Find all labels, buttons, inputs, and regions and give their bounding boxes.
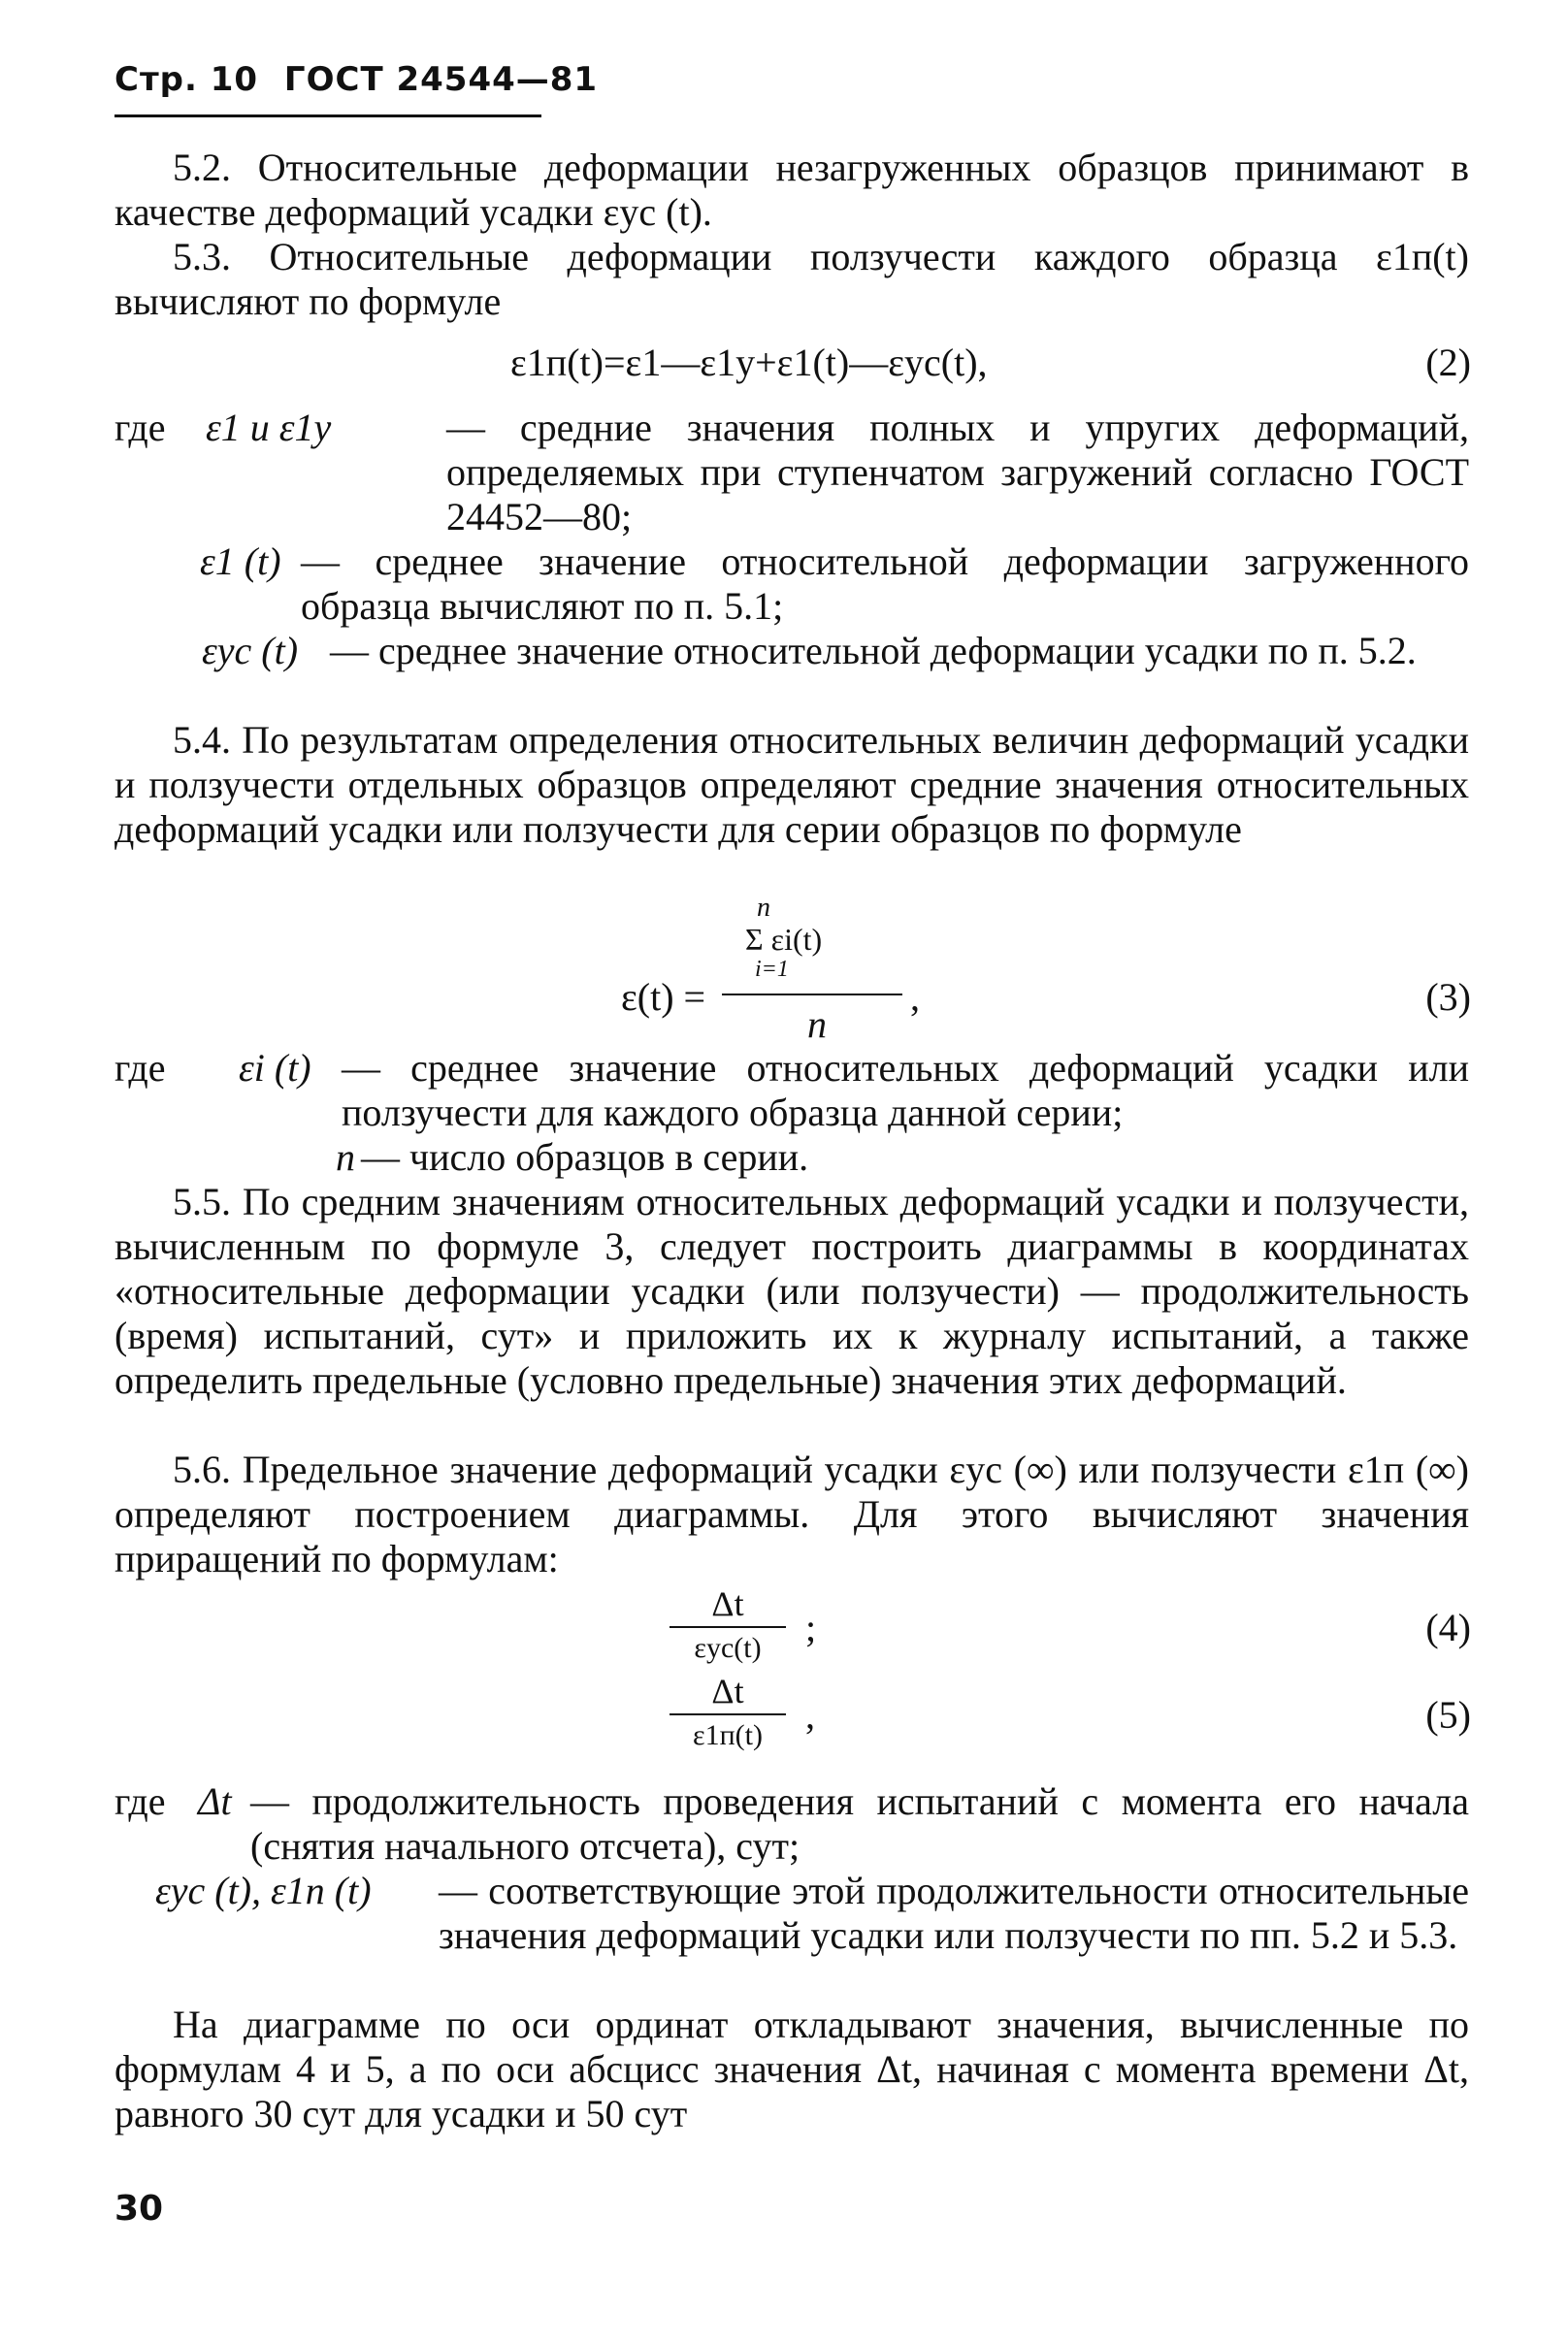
sum-expression: Σ εi(t) <box>745 922 823 957</box>
equation-number-2: (2) <box>1425 341 1471 384</box>
page-header <box>114 60 611 99</box>
term-description: — среднее значение относительной деформации загруженного образца вычисляют по п. 5.1; <box>301 539 1469 628</box>
sum-lower-limit: i=1 <box>755 957 789 982</box>
formula-2: ε1п(t)=ε1—ε1у+ε1(t)—εус(t), <box>510 341 988 384</box>
term-description: — продолжительность проведения испытаний с момента его начала (снятия начального отсчета), сут; <box>250 1779 1469 1868</box>
formula-3-lhs: ε(t) = <box>621 975 706 1019</box>
term-symbol: Δt <box>198 1779 232 1823</box>
term-description: — средние значения полных и упругих деформаций, определяемых при ступенчатом загружений согласно ГОСТ 24452—80; <box>446 406 1469 538</box>
where-label: где <box>114 1779 166 1823</box>
fraction-line <box>722 994 902 995</box>
formula-5-numerator: Δt <box>711 1672 744 1711</box>
where-label: где <box>114 406 166 449</box>
sum-upper-limit: n <box>757 893 770 923</box>
formula-5-denominator: ε1п(t) <box>693 1719 763 1751</box>
section-5-4: 5.4. По результатам определения относительных величин деформаций усадки и ползучести отдельных образцов определяют средние значения относительных деформаций усадки или ползучести для серии образцов по формуле <box>114 718 1469 851</box>
term-description: — среднее значение относительных деформаций усадки или ползучести для каждого образца данной серии; <box>342 1046 1469 1134</box>
equation-number-3: (3) <box>1425 975 1471 1019</box>
page-number: 30 <box>114 2189 164 2229</box>
term-description: — соответствующие этой продолжительности относительные значения деформаций усадки или ползучести по пп. 5.2 и 5.3. <box>439 1869 1469 1957</box>
fraction-line <box>670 1626 786 1628</box>
section-5-5: 5.5. По средним значениям относительных деформаций усадки и ползучести, вычисленным по формуле 3, следует построить диаграммы в координатах «относительные деформации усадки (или ползучести) — продолжительность (время) испытаний, сут» и приложить их к журналу испытаний, а также определить предельные (условно предельные) значения этих деформаций. <box>114 1180 1469 1402</box>
standard-id: ГОСТ 24544—81 <box>283 60 599 99</box>
formula-5-punct: , <box>805 1693 815 1737</box>
where-label: где <box>114 1046 166 1090</box>
term-symbol: εус (t) <box>202 629 299 672</box>
closing-paragraph: На диаграмме по оси ординат откладывают значения, вычисленные по формулам 4 и 5, а по оси абсцисс значения Δt, начиная с момента времени Δt, равного 30 сут для усадки и 50 сут <box>114 2003 1469 2135</box>
header-rule <box>114 114 541 117</box>
formula-4-numerator: Δt <box>711 1584 744 1623</box>
fraction-line <box>670 1713 786 1715</box>
term-description: — число образцов в серии. <box>361 1135 809 1179</box>
term-description: — среднее значение относительной деформации усадки по п. 5.2. <box>330 629 1417 672</box>
term-symbol: εус (t), ε1п (t) <box>155 1869 372 1912</box>
formula-4-denominator: εус(t) <box>694 1632 762 1664</box>
term-symbol: ε1 и ε1у <box>206 406 332 449</box>
formula-3-comma: , <box>910 975 920 1019</box>
term-symbol: εi (t) <box>239 1046 311 1090</box>
section-5-6: 5.6. Предельное значение деформаций усадки εус (∞) или ползучести ε1п (∞) определяют построением диаграммы. Для этого вычисляют значения приращений по формулам: <box>114 1448 1469 1580</box>
term-symbol: ε1 (t) <box>200 539 281 583</box>
section-5-3: 5.3. Относительные деформации ползучести каждого образца ε1п(t) вычисляют по формуле <box>114 235 1469 323</box>
equation-number-4: (4) <box>1425 1606 1471 1649</box>
formula-4-punct: ; <box>805 1606 817 1649</box>
page-label: Стр. 10 <box>114 60 259 99</box>
term-symbol: n <box>336 1135 355 1179</box>
formula-3-denominator: n <box>807 1002 827 1046</box>
equation-number-5: (5) <box>1425 1693 1471 1737</box>
section-5-2: 5.2. Относительные деформации незагруженных образцов принимают в качестве деформаций усадки εус (t). <box>114 146 1469 234</box>
